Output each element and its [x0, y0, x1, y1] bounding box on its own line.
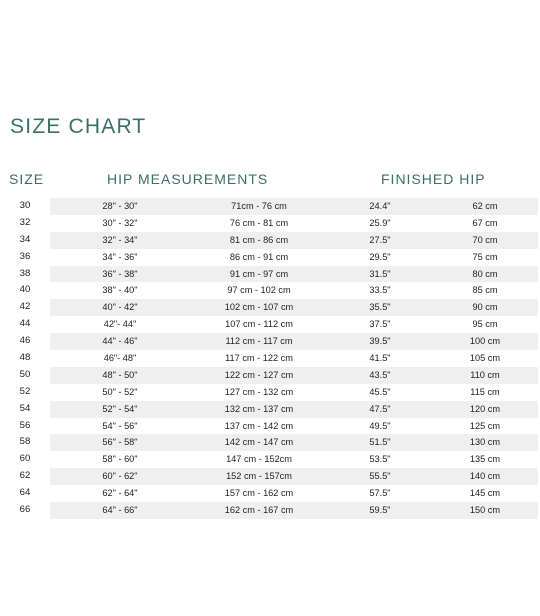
size-cell: 66	[19, 504, 31, 516]
hip-inches-cell: 54" - 56"	[102, 420, 138, 431]
finished-hip-cm-cell: 90 cm	[472, 302, 498, 313]
size-cell: 30	[19, 200, 31, 211]
table-row	[0, 485, 540, 502]
hip-cm-cell: 107 cm - 112 cm	[225, 319, 293, 330]
table-row	[0, 401, 540, 418]
finished-hip-inches-cell: 47.5"	[369, 403, 391, 414]
page-title: SIZE CHART	[10, 115, 147, 138]
table-row	[0, 350, 540, 367]
hip-inches-cell: 42"- 44"	[103, 319, 137, 330]
finished-hip-cm-cell: 130 cm	[469, 437, 501, 448]
hip-cm-cell: 122 cm - 127 cm	[224, 369, 294, 380]
finished-hip-cm-cell: 105 cm	[469, 353, 501, 364]
hip-inches-cell: 40" - 42"	[102, 302, 138, 313]
size-table	[0, 198, 540, 519]
size-cell: 34	[19, 233, 31, 245]
finished-hip-cm-cell: 120 cm	[469, 403, 501, 414]
table-row	[0, 215, 540, 232]
size-cell: 44	[19, 318, 31, 330]
table-row	[0, 299, 540, 316]
finished-hip-inches-cell: 59.5"	[369, 505, 391, 516]
table-row	[0, 282, 540, 299]
finished-hip-cm-cell: 75 cm	[472, 251, 498, 262]
hip-inches-cell: 36" - 38"	[102, 268, 138, 279]
finished-hip-cm-cell: 150 cm	[469, 505, 501, 516]
hip-inches-cell: 34" - 36"	[102, 251, 138, 262]
hip-inches-cell: 60" - 62"	[102, 471, 138, 482]
size-cell: 32	[19, 216, 31, 228]
size-cell: 46	[19, 335, 31, 347]
table-row	[0, 367, 540, 384]
hip-cm-cell: 112 cm - 117 cm	[225, 336, 293, 347]
finished-hip-cm-cell: 95 cm	[472, 319, 498, 330]
hip-inches-cell: 56" - 58"	[102, 437, 138, 448]
finished-hip-inches-cell: 33.5"	[369, 285, 391, 296]
size-cell: 64	[19, 487, 31, 499]
hip-cm-cell: 97 cm - 102 cm	[227, 285, 291, 296]
hip-inches-cell: 48" - 50"	[102, 369, 138, 380]
hip-cm-cell: 142 cm - 147 cm	[224, 437, 294, 448]
table-row	[0, 232, 540, 249]
table-row	[0, 266, 540, 283]
hip-inches-cell: 32" - 34"	[102, 234, 138, 245]
finished-hip-inches-cell: 37.5"	[369, 319, 391, 330]
finished-hip-cm-cell: 80 cm	[472, 268, 498, 279]
finished-hip-inches-cell: 43.5"	[369, 369, 391, 380]
hip-cm-cell: 127 cm - 132 cm	[224, 386, 294, 397]
hip-cm-cell: 91 cm - 97 cm	[229, 268, 289, 279]
finished-hip-inches-cell: 55.5"	[369, 471, 391, 482]
size-cell: 52	[19, 385, 31, 397]
finished-hip-inches-cell: 51.5"	[369, 437, 391, 448]
table-row	[0, 198, 540, 215]
hip-inches-cell: 58" - 60"	[102, 454, 138, 465]
finished-hip-column-header: FINISHED HIP	[381, 171, 486, 187]
table-row	[0, 333, 540, 350]
hip-inches-cell: 38" - 40"	[102, 285, 138, 296]
finished-hip-cm-cell: 100 cm	[469, 336, 501, 347]
finished-hip-inches-cell: 49.5"	[369, 420, 391, 431]
hip-cm-cell: 162 cm - 167 cm	[224, 505, 294, 516]
size-cell: 36	[19, 250, 31, 262]
hip-inches-cell: 64" - 66"	[102, 505, 138, 516]
finished-hip-inches-cell: 27.5"	[369, 234, 391, 245]
hip-inches-cell: 30" - 32"	[102, 217, 138, 228]
finished-hip-inches-cell: 24.4"	[369, 201, 391, 211]
table-row	[0, 316, 540, 333]
size-cell: 62	[19, 470, 31, 482]
size-cell: 54	[19, 402, 31, 414]
hip-cm-cell: 152 cm - 157cm	[226, 471, 292, 482]
hip-inches-cell: 44" - 46"	[102, 336, 138, 347]
table-row	[0, 384, 540, 401]
size-cell: 38	[19, 267, 31, 279]
finished-hip-cm-cell: 110 cm	[470, 369, 500, 380]
size-cell: 60	[19, 453, 31, 465]
finished-hip-cm-cell: 67 cm	[472, 217, 498, 228]
hip-cm-cell: 81 cm - 86 cm	[229, 234, 289, 245]
finished-hip-cm-cell: 115 cm	[470, 386, 500, 397]
finished-hip-inches-cell: 29.5"	[369, 251, 391, 262]
table-row	[0, 249, 540, 266]
finished-hip-cm-cell: 85 cm	[472, 285, 498, 296]
hip-inches-cell: 52" - 54"	[102, 403, 138, 414]
hip-inches-cell: 50" - 52"	[102, 386, 138, 397]
finished-hip-inches-cell: 39.5"	[369, 336, 391, 347]
hip-cm-cell: 86 cm - 91 cm	[229, 251, 289, 262]
finished-hip-cm-cell: 125 cm	[469, 420, 501, 431]
hip-cm-cell: 157 cm - 162 cm	[224, 488, 294, 499]
hip-cm-cell: 102 cm - 107 cm	[224, 302, 294, 313]
hip-cm-cell: 147 cm - 152cm	[226, 454, 292, 465]
hip-cm-cell: 117 cm - 122 cm	[225, 353, 293, 364]
size-cell: 56	[19, 419, 31, 431]
finished-hip-cm-cell: 135 cm	[469, 454, 501, 465]
size-cell: 40	[19, 284, 31, 296]
table-row	[0, 418, 540, 435]
size-cell: 58	[19, 436, 31, 448]
finished-hip-inches-cell: 35.5"	[369, 302, 391, 313]
finished-hip-cm-cell: 62 cm	[472, 201, 498, 211]
hip-cm-cell: 132 cm - 137 cm	[224, 403, 294, 414]
hip-cm-cell: 76 cm - 81 cm	[229, 217, 289, 228]
table-row	[0, 434, 540, 451]
size-cell: 42	[19, 301, 31, 313]
hip-inches-cell: 62" - 64"	[102, 488, 138, 499]
finished-hip-inches-cell: 41.5"	[369, 353, 391, 364]
hip-inches-cell: 28" - 30"	[102, 201, 138, 211]
finished-hip-cm-cell: 145 cm	[469, 488, 501, 499]
finished-hip-cm-cell: 140 cm	[469, 471, 501, 482]
hip-cm-cell: 137 cm - 142 cm	[224, 420, 294, 431]
size-column-header: SIZE	[9, 171, 45, 187]
finished-hip-inches-cell: 53.5"	[369, 454, 391, 465]
hip-measurements-column-header: HIP MEASUREMENTS	[107, 171, 269, 187]
finished-hip-inches-cell: 25.9"	[369, 217, 391, 228]
size-cell: 50	[19, 368, 31, 380]
table-row	[0, 451, 540, 468]
finished-hip-inches-cell: 45.5"	[369, 386, 391, 397]
size-cell: 48	[19, 352, 31, 364]
table-row	[0, 502, 540, 519]
table-row	[0, 468, 540, 485]
finished-hip-inches-cell: 31.5"	[369, 268, 391, 279]
hip-cm-cell: 71cm - 76 cm	[231, 201, 287, 211]
finished-hip-inches-cell: 57.5"	[369, 488, 391, 499]
hip-inches-cell: 46"- 48"	[103, 353, 137, 364]
finished-hip-cm-cell: 70 cm	[472, 234, 498, 245]
